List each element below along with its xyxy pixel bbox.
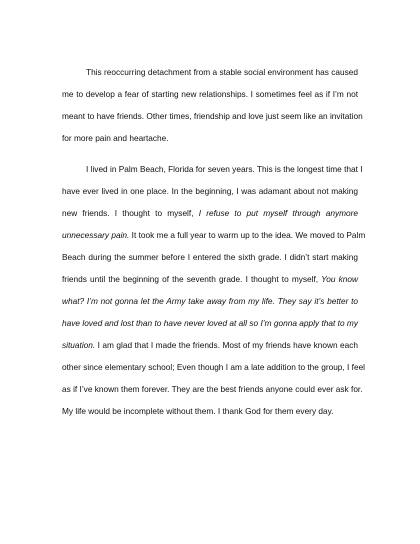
text-line xyxy=(62,274,358,285)
text-run: I lived in Palm Beach, Florida for seven years. This is the longest time that I xyxy=(86,164,363,174)
italic-text-run: I refuse to put myself through anymore xyxy=(198,208,358,218)
text-line xyxy=(86,164,363,175)
text-run: as if I’ve known them forever. They are the best friends anyone could ever ask for. xyxy=(62,384,363,394)
text-run: other since elementary school; Even though I am a late addition to the group, I feel xyxy=(62,362,366,372)
text-line xyxy=(62,406,333,417)
text-run: me to develop a fear of starting new relationships. I sometimes feel as if I’m not xyxy=(62,89,358,99)
text-line xyxy=(62,208,358,219)
text-line xyxy=(62,186,358,197)
text-run: It took me a full year to warm up to the idea. We moved to Palm xyxy=(129,230,366,240)
text-run: new friends. I thought to myself, xyxy=(62,208,199,218)
italic-text-run: have loved and lost than to have never loved at all so I’m gonna apply that to my xyxy=(62,318,358,328)
text-run: have ever lived in one place. In the beginning, I was adamant about not making xyxy=(62,186,358,196)
text-line xyxy=(62,340,358,351)
text-line xyxy=(62,133,169,144)
text-line xyxy=(62,318,358,329)
text-line xyxy=(86,67,358,78)
italic-text-run: what? I’m not gonna let the Army take away from my life. They say it’s better to xyxy=(62,296,358,306)
text-line xyxy=(62,362,366,373)
text-run: This reoccurring detachment from a stable social environment has caused xyxy=(86,67,358,77)
text-run: Beach during the summer before I entered the sixth grade. I didn’t start making xyxy=(62,252,358,262)
italic-text-run: You know xyxy=(321,274,359,284)
text-line xyxy=(62,252,358,263)
text-run: My life would be incomplete without them. I thank God for them every day. xyxy=(62,406,334,416)
text-line xyxy=(62,89,358,100)
text-line xyxy=(62,384,363,395)
text-run: friends until the beginning of the seventh grade. I thought to myself, xyxy=(62,274,322,284)
italic-text-run: unnecessary pain. xyxy=(62,230,130,240)
text-run: for more pain and heartache. xyxy=(62,133,169,143)
text-run: I am glad that I made the friends. Most of my friends have known each xyxy=(95,340,358,350)
text-line xyxy=(62,111,363,122)
text-line xyxy=(62,230,366,241)
text-line xyxy=(62,296,358,307)
text-run: meant to have friends. Other times, friendship and love just seem like an invitation xyxy=(62,111,363,121)
italic-text-run: situation. xyxy=(62,340,96,350)
